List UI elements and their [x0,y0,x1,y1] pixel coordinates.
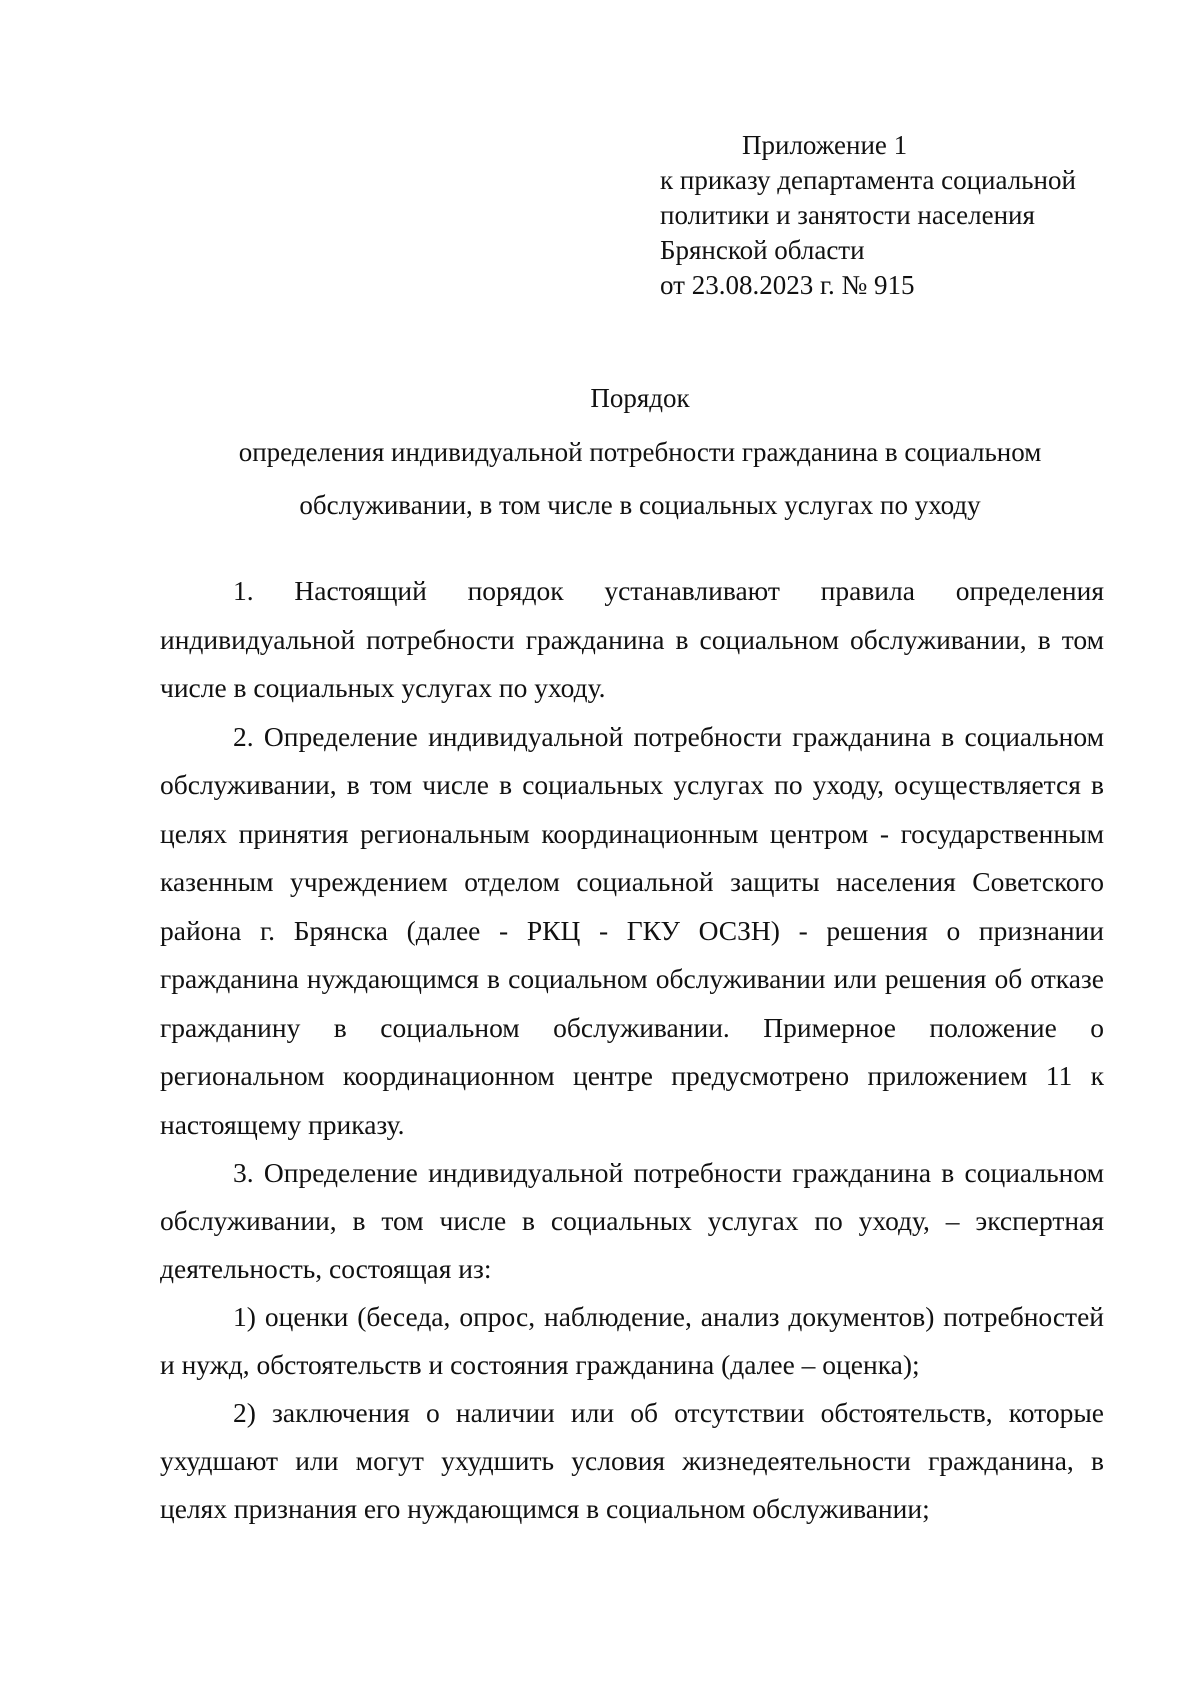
appendix-number: Приложение 1 [742,130,908,160]
appendix-order-ref: к приказу департамента социальной [660,165,1076,195]
list-item-1: 1) оценки (беседа, опрос, наблюдение, анализ документов) потребностей и нужд, обстоятельств и состояния гражданина (далее – оценка); [160,1301,1104,1380]
appendix-header [660,128,1140,303]
appendix-department: политики и занятости населения [660,200,1035,230]
document-title [160,378,1120,532]
title-subtitle: определения индивидуальной потребности гражданина в социальном обслуживании, в том числе в социальных услугах по уходу [238,437,1042,520]
paragraph-2: 2. Определение индивидуальной потребности гражданина в социальном обслуживании, в том числе в социальных услугах по уходу, осуществляется в целях принятия региональным координационным центром - государственным казенным учреждением отделом социальной защиты населения Советского района г. Брянска (далее - РКЦ - ГКУ ОСЗН) - решения о признании гражданина нуждающимся в социальном обслуживании или решения об отказе гражданину в социальном обслуживании. Примерное положение о региональном координационном центре предусмотрено приложением 11 к настоящему приказу. [160,720,1104,1140]
document-body [160,567,1104,1533]
appendix-date-number: от 23.08.2023 г. № 915 [660,270,915,300]
list-item-2: 2) заключения о наличии или об отсутствии обстоятельств, которые ухудшают или могут ухудшить условия жизнедеятельности гражданина, в целях признания его нуждающимся в социальном обслуживании; [160,1397,1104,1524]
title-heading: Порядок [590,383,690,413]
appendix-region: Брянской области [660,235,865,265]
paragraph-1: 1. Настоящий порядок устанавливают правила определения индивидуальной потребности гражданина в социальном обслуживании, в том числе в социальных услугах по уходу. [160,575,1104,703]
paragraph-3: 3. Определение индивидуальной потребности гражданина в социальном обслуживании, в том числе в социальных услугах по уходу, – экспертная деятельность, состоящая из: [160,1157,1104,1284]
